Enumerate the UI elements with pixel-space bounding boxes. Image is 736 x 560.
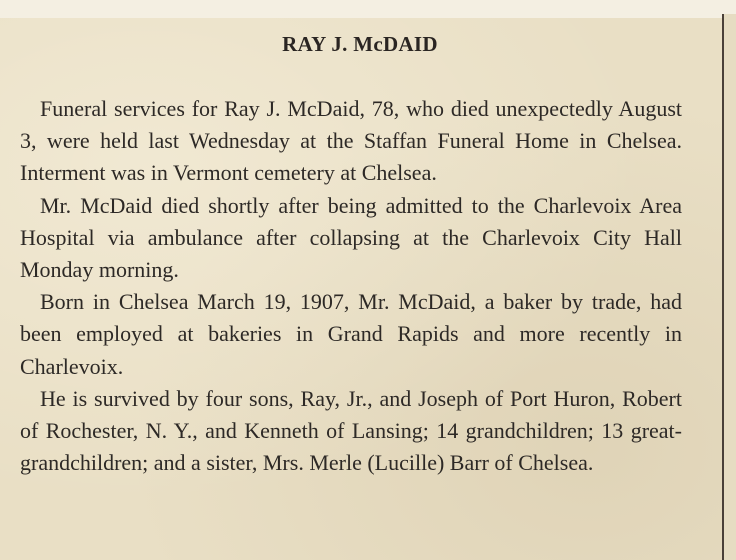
paragraph-death-circumstances: Mr. McDaid died shortly after being admitted to the Charlevoix Area Hospital via ambulance after collapsing at the Charlevoix City Hall Monday morning. bbox=[20, 192, 682, 283]
paragraph-funeral-services: Funeral services for Ray J. McDaid, 78, who died unexpectedly August 3, were held last Wednesday at the Staffan Funeral Home in Chelsea. Interment was in Vermont cemetery at Chelsea. bbox=[20, 96, 682, 186]
adjacent-column-margin bbox=[724, 14, 736, 560]
obituary-body bbox=[20, 93, 682, 479]
obituary-heading: RAY J. McDAID bbox=[282, 32, 438, 56]
clipping-top-edge bbox=[0, 0, 736, 18]
paragraph-survivors: He is survived by four sons, Ray, Jr., and Joseph of Port Huron, Robert of Rochester, N. Y., and Kenneth of Lansing; 14 grandchildren; 13 great-grandchildren; and a sister, Mrs. Merle (Lucille) Barr of Chelsea. bbox=[20, 385, 682, 476]
paragraph-biography: Born in Chelsea March 19, 1907, Mr. McDaid, a baker by trade, had been employed at bakeries in Grand Rapids and more recently in Charlevoix. bbox=[20, 289, 682, 379]
